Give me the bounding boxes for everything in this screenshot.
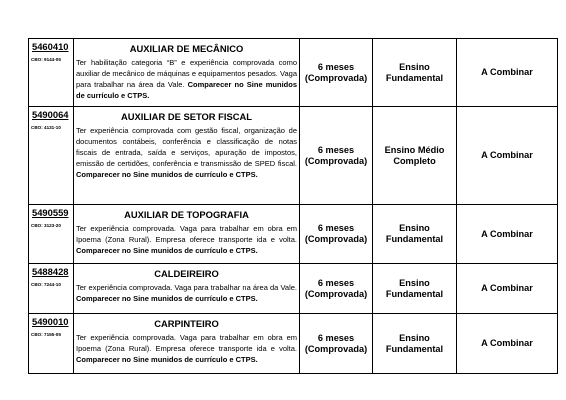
table-row	[29, 205, 558, 264]
cbo-code: CBO: 4131-10	[31, 125, 61, 130]
education-detail: Fundamental	[385, 72, 444, 83]
job-code: 5490559	[32, 207, 69, 218]
job-description-cell	[74, 205, 300, 264]
job-description	[74, 282, 299, 306]
job-title: AUXILIAR DE SETOR FISCAL	[120, 111, 253, 122]
job-code-cell	[29, 107, 74, 205]
job-description-cell	[74, 107, 300, 205]
experience-period: 6 meses	[317, 223, 355, 233]
experience-note: (Comprovada)	[304, 234, 368, 244]
salary: A Combinar	[481, 283, 533, 293]
salary-cell	[457, 314, 558, 374]
instruction-text: Comparecer no Sine munidos de currículo e CTPS.	[76, 355, 258, 364]
instruction-text: Comparecer no Sine munidos de currículo e CTPS.	[76, 170, 258, 179]
table-row	[29, 39, 558, 107]
salary: A Combinar	[481, 228, 533, 239]
experience-note: (Comprovada)	[304, 72, 368, 83]
education-detail: Fundamental	[385, 343, 444, 354]
job-description	[74, 57, 299, 103]
job-code-cell	[29, 314, 74, 374]
job-title: CALDEIREIRO	[154, 268, 219, 279]
description-text: Ter experiência comprovada. Vaga para trabalhar em obra em Ipoema (Zona Rural). Empresa oferece transporte ida e volta.	[76, 224, 297, 244]
table-row	[29, 107, 558, 205]
job-description	[74, 125, 299, 182]
experience-cell	[300, 205, 373, 264]
salary: A Combinar	[481, 338, 533, 348]
education-level: Ensino	[399, 277, 430, 288]
instruction-text: Comparecer no Sine munidos de currículo e CTPS.	[76, 294, 258, 303]
description-text: Ter experiência comprovada. Vaga para trabalhar na área da Vale.	[76, 283, 297, 292]
salary: A Combinar	[481, 67, 533, 77]
education-cell	[373, 314, 457, 374]
experience-cell	[300, 314, 373, 374]
job-description-cell	[74, 264, 300, 314]
education-detail: Fundamental	[385, 288, 444, 299]
education-cell	[373, 39, 457, 107]
experience-cell	[300, 264, 373, 314]
experience-note: (Comprovada)	[304, 343, 368, 354]
education-level: Ensino Médio	[384, 144, 445, 155]
job-code: 5490064	[32, 109, 69, 120]
cbo-code: CBO: 3123-20	[31, 223, 61, 228]
experience-period: 6 meses	[317, 332, 355, 343]
job-description	[74, 332, 299, 367]
education-detail: Fundamental	[385, 234, 444, 244]
education-cell	[373, 205, 457, 264]
education-level: Ensino	[399, 223, 430, 233]
experience-cell	[300, 39, 373, 107]
cbo-code: CBO: 7155-05	[31, 332, 61, 337]
job-code-cell	[29, 264, 74, 314]
experience-note: (Comprovada)	[304, 155, 368, 166]
salary-cell	[457, 107, 558, 205]
salary: A Combinar	[481, 150, 533, 160]
experience-period: 6 meses	[317, 144, 355, 155]
job-title: CARPINTEIRO	[154, 318, 219, 329]
education-cell	[373, 264, 457, 314]
job-code: 5490010	[32, 316, 69, 327]
description-text: Ter experiência comprovada. Vaga para trabalhar em obra em Ipoema (Zona Rural). Empresa oferece transporte ida e volta.	[76, 333, 297, 353]
education-level: Ensino	[399, 61, 430, 72]
education-cell	[373, 107, 457, 205]
education-level: Ensino	[399, 332, 430, 343]
experience-cell	[300, 107, 373, 205]
job-title: AUXILIAR DE TOPOGRAFIA	[124, 209, 249, 220]
job-code-cell	[29, 205, 74, 264]
description-text: Ter experiência comprovada com gestão fiscal, organização de documentos contábeis, conferência e classificação de notas fiscais de entrada, saída e serviços, apuração de impostos, emissão de certidões, conferência e transmissão de SPED fiscal.	[76, 126, 297, 168]
job-code-cell	[29, 39, 74, 107]
table-row	[29, 264, 558, 314]
experience-period: 6 meses	[317, 61, 355, 72]
education-detail: Completo	[393, 155, 436, 166]
job-description-cell	[74, 314, 300, 374]
description-text: Ter habilitação categoria “B” e experiência comprovada como auxiliar de mecânico de máquinas e equipamentos pesados. Vaga para trabalhar na área da Vale.	[76, 58, 297, 89]
job-title: AUXILIAR DE MECÂNICO	[129, 43, 244, 54]
job-description-cell	[74, 39, 300, 107]
job-code: 5460410	[32, 41, 69, 52]
job-listings-table	[28, 38, 558, 374]
salary-cell	[457, 39, 558, 107]
instruction-text: Comparecer no Sine munidos de currículo e CTPS.	[76, 80, 297, 100]
table-row	[29, 314, 558, 374]
instruction-text: Comparecer no Sine munidos de currículo e CTPS.	[76, 246, 258, 255]
cbo-code: CBO: 7244-10	[31, 282, 61, 287]
salary-cell	[457, 205, 558, 264]
cbo-code: CBO: 9144-05	[31, 57, 61, 62]
salary-cell	[457, 264, 558, 314]
experience-period: 6 meses	[317, 277, 355, 288]
job-description	[74, 223, 299, 258]
experience-note: (Comprovada)	[304, 288, 368, 299]
job-code: 5488428	[32, 266, 69, 277]
